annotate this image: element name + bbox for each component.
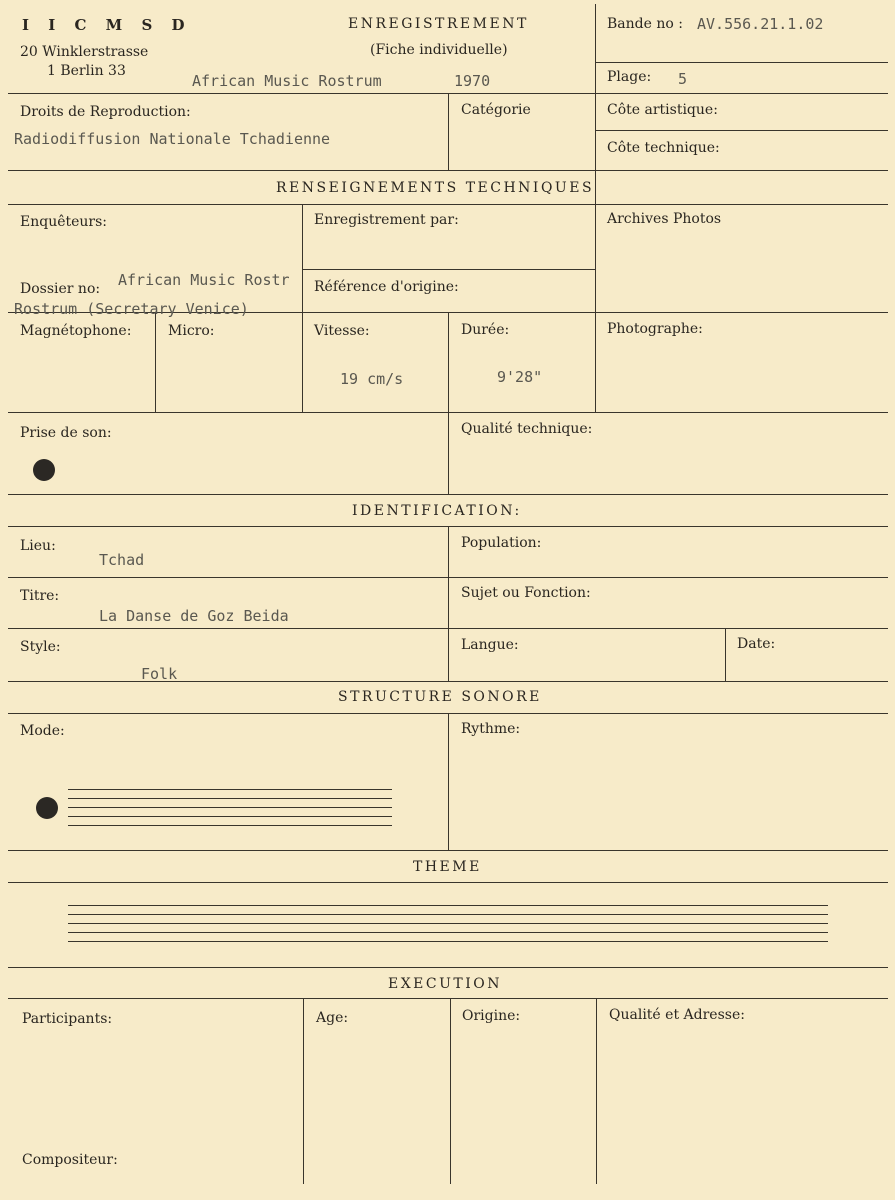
- theme-staff-line: [68, 932, 828, 933]
- structure-section-title: STRUCTURE SONORE: [338, 689, 542, 705]
- dossier-label: Dossier no:: [20, 281, 101, 297]
- enqueteurs-label: Enquêteurs:: [20, 214, 108, 230]
- photographe-label: Photographe:: [607, 321, 703, 337]
- theme-staff-line: [68, 914, 828, 915]
- rule-rights-bottom: [8, 170, 888, 171]
- participants-label: Participants:: [22, 1011, 113, 1027]
- mode-label: Mode:: [20, 723, 65, 739]
- qualite-technique-label: Qualité technique:: [461, 421, 593, 437]
- rule-enreg-bottom: [302, 269, 595, 270]
- sujet-fonction-label: Sujet ou Fonction:: [461, 585, 591, 601]
- duree-value: 9'28": [497, 368, 543, 386]
- rule-v-categorie: [448, 93, 449, 170]
- mode-staff-line: [68, 825, 392, 826]
- mode-staff-line: [68, 798, 392, 799]
- rule-bande-bottom: [595, 62, 888, 63]
- rights-label: Droits de Reproduction:: [20, 104, 191, 120]
- origine-label: Origine:: [462, 1008, 521, 1024]
- rule-tech-title-bottom: [8, 204, 888, 205]
- rule-v-duree: [448, 312, 449, 412]
- bande-value: AV.556.21.1.02: [697, 15, 824, 33]
- lieu-value: Tchad: [99, 551, 145, 569]
- rule-v-ident: [448, 526, 449, 681]
- rule-v-qualite: [448, 412, 449, 494]
- mode-staff-line: [68, 807, 392, 808]
- reference-origine-label: Référence d'origine:: [314, 279, 459, 295]
- rule-v-archives: [595, 204, 596, 412]
- compositeur-label: Compositeur:: [22, 1152, 118, 1168]
- age-label: Age:: [316, 1010, 349, 1026]
- mode-staff-line: [68, 789, 392, 790]
- vitesse-value: 19 cm/s: [340, 370, 404, 388]
- execution-section-title: EXECUTION: [388, 976, 503, 992]
- org-logo: I I C M S D: [22, 16, 192, 34]
- theme-staff-line: [68, 923, 828, 924]
- plage-label: Plage:: [607, 69, 652, 85]
- mode-staff-line: [68, 816, 392, 817]
- style-label: Style:: [20, 639, 61, 655]
- form-subtitle: (Fiche individuelle): [370, 42, 508, 58]
- theme-staff-line: [68, 941, 828, 942]
- source-typed: African Music Rostrum: [192, 72, 382, 90]
- theme-staff-line: [68, 905, 828, 906]
- categorie-label: Catégorie: [461, 102, 531, 118]
- rule-prise-bottom: [8, 494, 888, 495]
- lieu-label: Lieu:: [20, 538, 56, 554]
- micro-label: Micro:: [168, 323, 215, 339]
- rule-v-enreg: [302, 204, 303, 412]
- rule-v-qualite-adresse: [596, 998, 597, 1184]
- archives-photos-label: Archives Photos: [607, 211, 722, 227]
- titre-value: La Danse de Goz Beida: [99, 607, 289, 625]
- prise-de-son-dot-icon: [33, 459, 55, 481]
- mode-dot-icon: [36, 797, 58, 819]
- rule-exec-title-bottom: [8, 998, 888, 999]
- duree-label: Durée:: [461, 322, 510, 338]
- ident-section-title: IDENTIFICATION:: [352, 503, 522, 519]
- rule-v-date: [725, 628, 726, 681]
- enregistrement-par-label: Enregistrement par:: [314, 212, 459, 228]
- rule-v-age: [303, 998, 304, 1184]
- bande-label: Bande no :: [607, 16, 683, 32]
- dossier-value: African Music Rostr: [118, 271, 290, 289]
- titre-label: Titre:: [20, 588, 60, 604]
- rule-cote-mid: [595, 130, 888, 131]
- plage-value: 5: [678, 70, 688, 88]
- theme-section-title: THEME: [413, 859, 482, 875]
- year-typed: 1970: [454, 72, 491, 90]
- rule-v-rythme: [448, 713, 449, 850]
- langue-label: Langue:: [461, 637, 519, 653]
- address-line-1: 20 Winklerstrasse: [20, 44, 149, 60]
- qualite-adresse-label: Qualité et Adresse:: [609, 1007, 745, 1023]
- address-line-2: 1 Berlin 33: [47, 63, 126, 79]
- dossier-value-2: Rostrum (Secretary Venice): [14, 300, 249, 318]
- vitesse-label: Vitesse:: [314, 323, 370, 339]
- rule-style-bottom: [8, 681, 888, 682]
- rights-value: Radiodiffusion Nationale Tchadienne: [14, 130, 331, 148]
- prise-de-son-label: Prise de son:: [20, 425, 112, 441]
- tech-section-title: RENSEIGNEMENTS TECHNIQUES: [276, 180, 595, 196]
- form-title: ENREGISTREMENT: [348, 16, 529, 32]
- date-label: Date:: [737, 636, 776, 652]
- style-value: Folk: [141, 665, 178, 683]
- rule-v-origine: [450, 998, 451, 1184]
- population-label: Population:: [461, 535, 542, 551]
- rule-v-bande: [595, 4, 596, 204]
- rule-mode-bottom: [8, 850, 888, 851]
- rythme-label: Rythme:: [461, 721, 521, 737]
- rule-theme-title-bottom: [8, 882, 888, 883]
- cote-artistique-label: Côte artistique:: [607, 102, 718, 118]
- rule-theme-bottom: [8, 967, 888, 968]
- magnetophone-label: Magnétophone:: [20, 323, 132, 339]
- cote-technique-label: Côte technique:: [607, 140, 720, 156]
- rule-v-micro: [155, 312, 156, 412]
